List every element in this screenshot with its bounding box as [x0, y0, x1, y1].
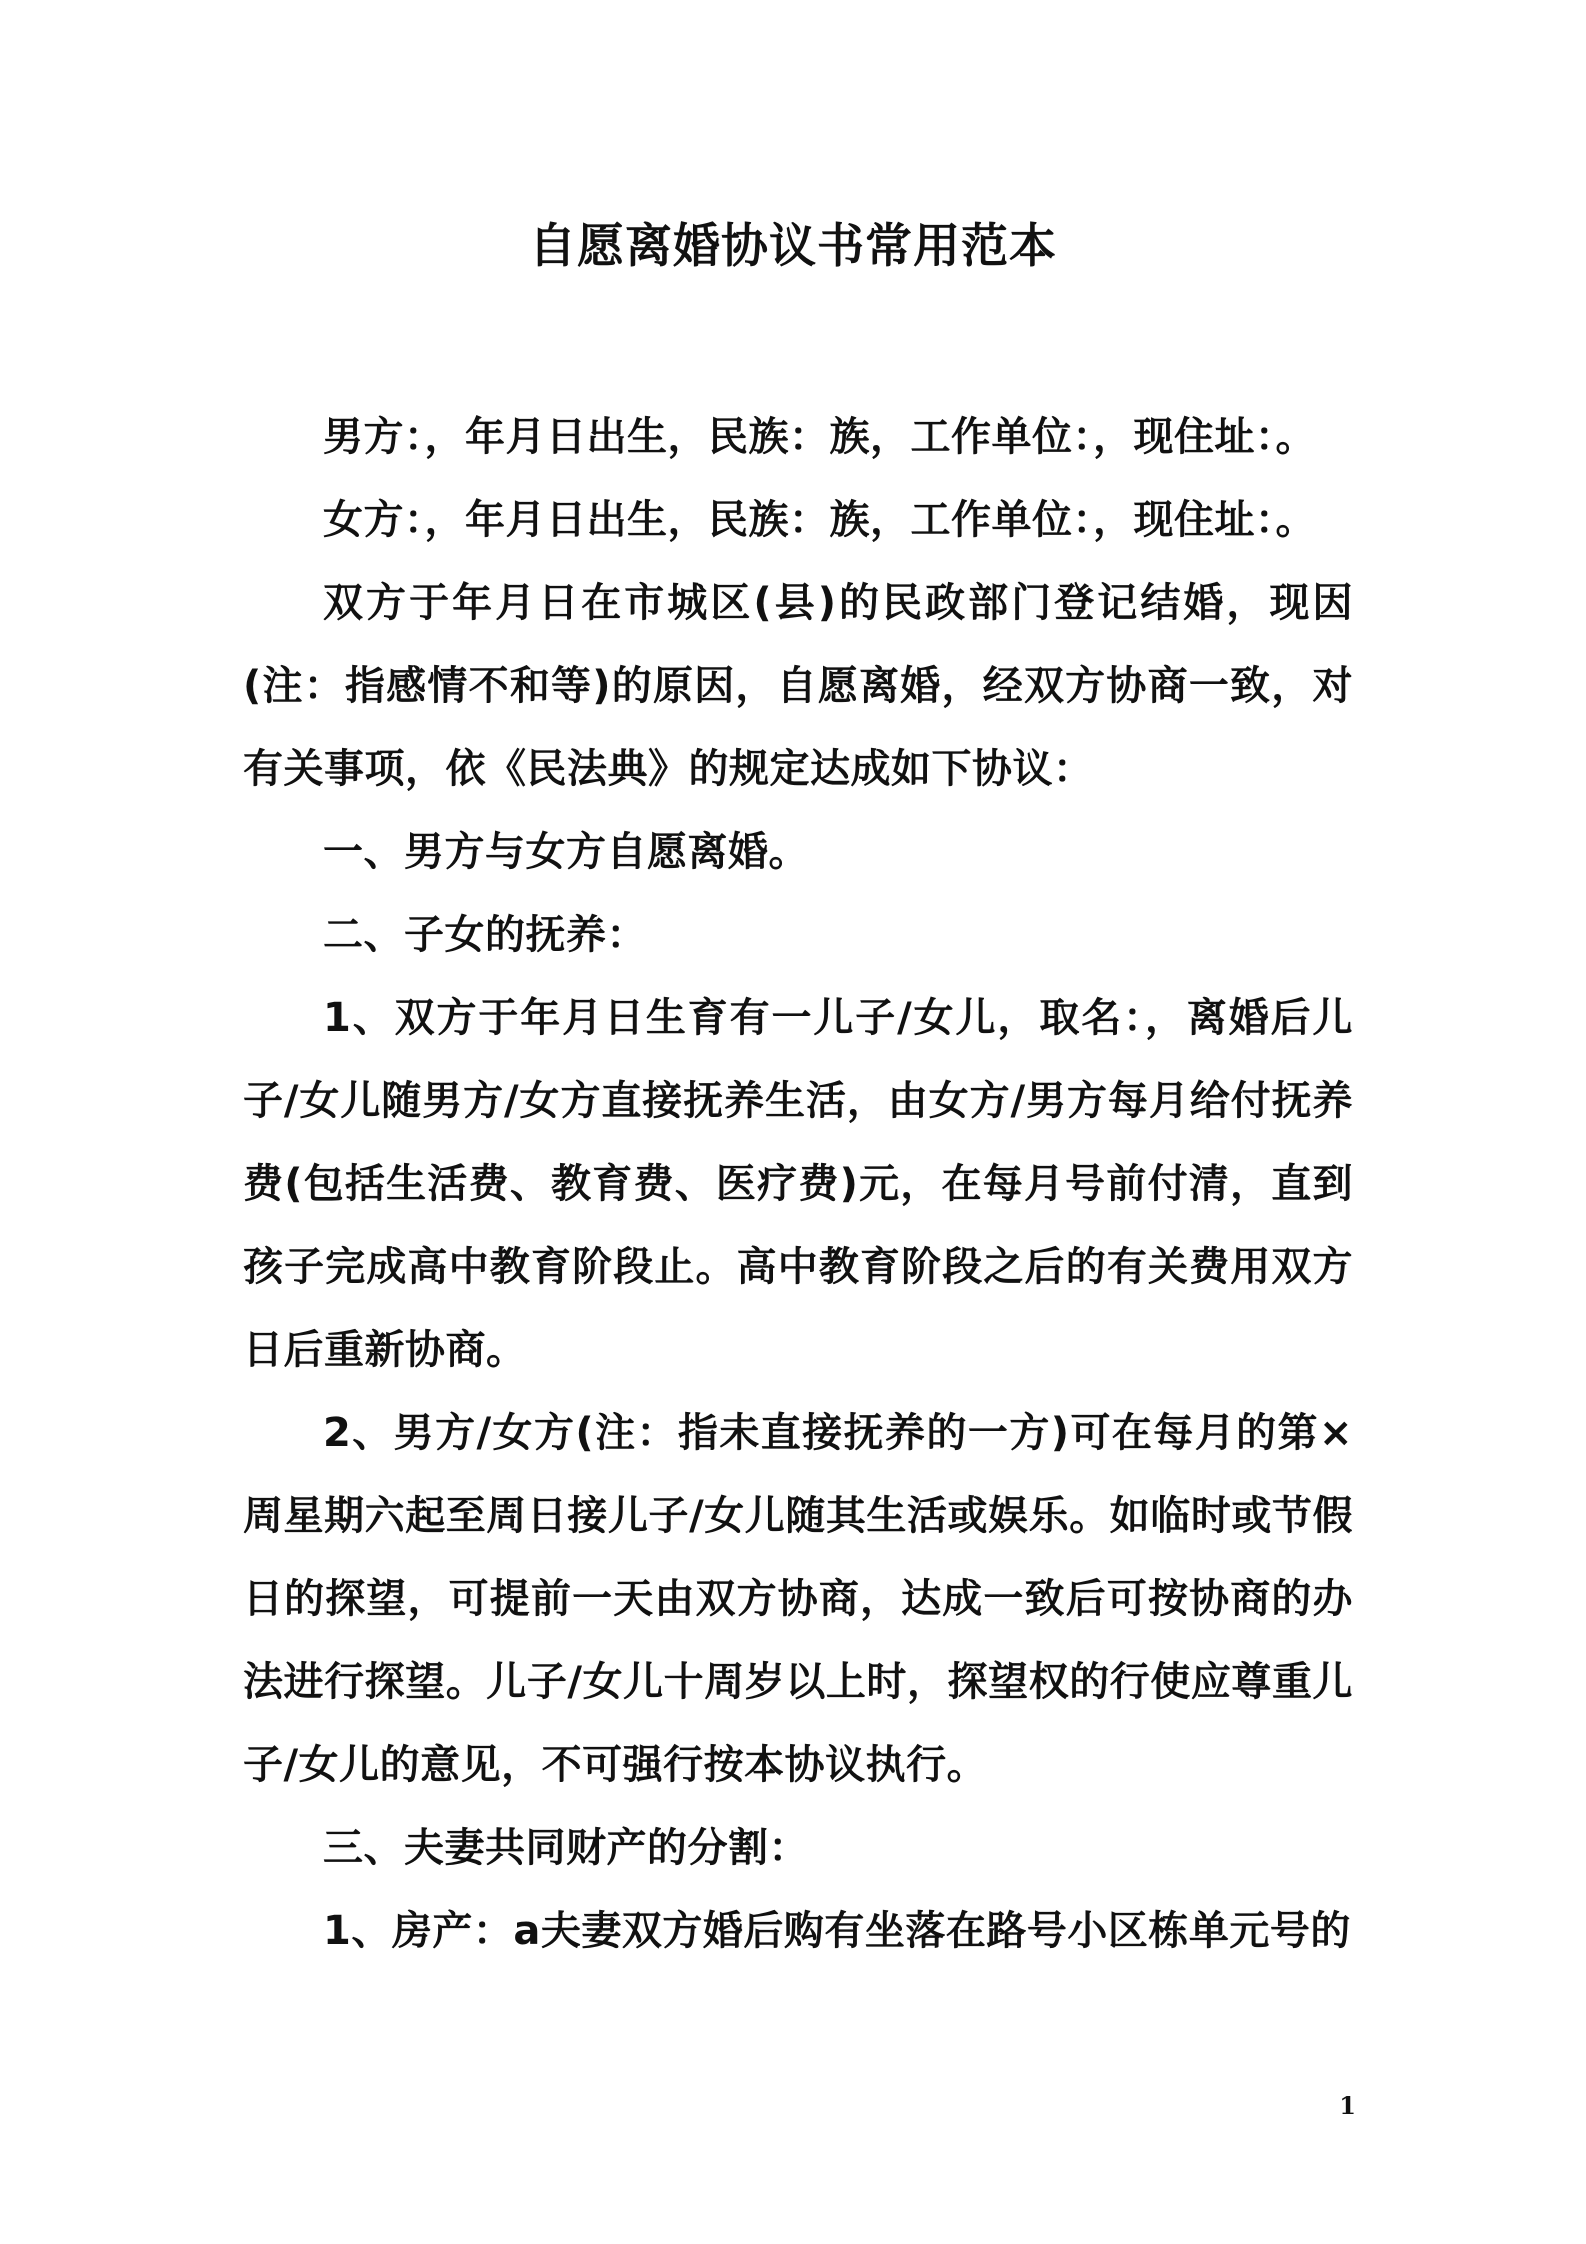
paragraph-clause-3-heading: 三、夫妻共同财产的分割：: [323, 1825, 809, 1871]
paragraph-preamble: 双方于年月日在市城区(县)的民政部门登记结婚，现因(注：指感情不和等)的原因，自愿离婚，经双方协商一致，对有关事项，依《民法典》的规定达成如下协议：: [243, 580, 1353, 792]
paragraph-male-party: 男方：，年月日出生，民族：族，工作单位：，现住址：。: [323, 414, 1316, 460]
page-number: 1: [1339, 2091, 1356, 2120]
paragraph-female-party: 女方：，年月日出生，民族：族，工作单位：，现住址：。: [323, 497, 1316, 543]
paragraph-clause-2-item-2: 2、男方/女方(注：指未直接抚养的一方)可在每月的第×周星期六起至周日接儿子/女儿随其生活或娱乐。如临时或节假日的探望，可提前一天由双方协商，达成一致后可按协商的办法进行探望。儿子/女儿十周岁以上时，探望权的行使应尊重儿子/女儿的意见，不可强行按本协议执行。: [243, 1410, 1353, 1788]
document-body: [243, 396, 1353, 1973]
document-title: 自愿离婚协议书常用范本: [529, 219, 1057, 274]
paragraph-clause-2-item-1: 1、双方于年月日生育有一儿子/女儿，取名：，离婚后儿子/女儿随男方/女方直接抚养生活，由女方/男方每月给付抚养费(包括生活费、教育费、医疗费)元，在每月号前付清，直到孩子完成高中教育阶段止。高中教育阶段之后的有关费用双方日后重新协商。: [243, 995, 1353, 1373]
paragraph-clause-2-heading: 二、子女的抚养：: [323, 912, 647, 958]
paragraph-clause-1: 一、男方与女方自愿离婚。: [323, 829, 809, 875]
paragraph-clause-3-item-1: 1、房产：a夫妻双方婚后购有坐落在路号小区栋单元号的: [323, 1908, 1351, 1954]
